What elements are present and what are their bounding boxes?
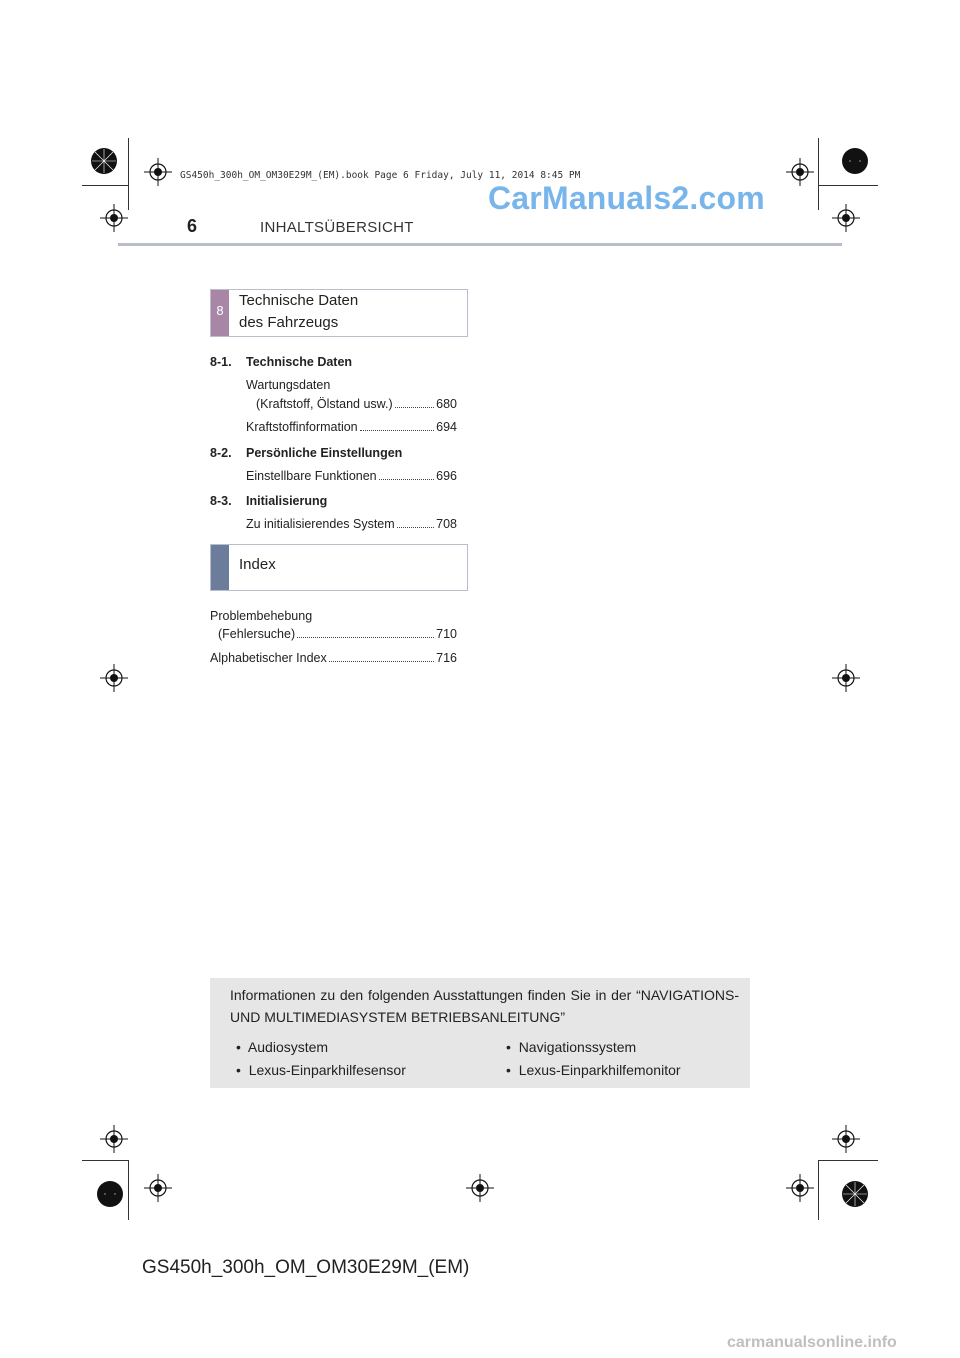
equipment-item-label: Lexus-Einparkhilfemonitor [518,1062,681,1078]
dot-leader [297,637,434,638]
crosshair-mark-icon [786,158,814,186]
dot-leader [395,407,435,408]
equipment-item [506,1039,636,1055]
bullet-icon: • [506,1039,511,1055]
toc-entry[interactable] [210,651,457,665]
dot-leader [397,527,434,528]
toc-entry-label: Einstellbare Funktionen [246,469,377,483]
equipment-item-label: Audiosystem [247,1039,329,1055]
starburst-mark-icon [90,147,118,175]
toc-entry[interactable] [246,469,457,483]
toc-entry-label: Kraftstoffinformation [246,420,358,434]
bullet-icon: • [506,1062,511,1078]
page-number: 6 [187,216,198,236]
info-text: Informationen zu den folgenden Ausstattungen finden Sie in der “NAVIGATIONS- UND MULTIMEDIASYSTEM BETRIEBSANLEITUNG” [230,987,739,1025]
section-title [239,290,358,334]
index-heading [210,544,468,591]
dark-circle-mark-icon [96,1180,124,1208]
section-title: Index [239,556,276,573]
equipment-item-label: Navigationssystem [518,1039,637,1055]
section-title-line1: Technische Daten [239,292,359,309]
section-title-line2: des Fahrzeugs [239,314,339,331]
toc-page-number: 696 [436,469,457,483]
crop-mark [82,185,128,186]
crosshair-mark-icon [100,664,128,692]
header-rule [118,243,842,246]
equipment-item [506,1062,681,1078]
crosshair-mark-icon [144,1174,172,1202]
toc-page-number: 680 [436,397,457,411]
crop-mark [82,1160,128,1161]
bullet-icon: • [236,1062,241,1078]
section-tab-number: 8 [216,303,224,318]
crosshair-mark-icon [832,204,860,232]
crosshair-mark-icon [100,1125,128,1153]
toc-entry-label: Zu initialisierendes System [246,517,395,531]
equipment-item [236,1062,406,1078]
toc-entry-label[interactable]: Wartungsdaten [246,378,331,392]
bullet-icon: • [236,1039,241,1055]
subsection-title: Technische Daten [246,355,353,369]
watermark-bottom: carmanualsonline.info [727,1334,897,1351]
equipment-item [236,1039,328,1055]
crop-mark [818,138,819,210]
subsection-title: Persönliche Einstellungen [246,446,403,460]
crop-mark [818,185,878,186]
toc-entry-label[interactable]: Problembehebung [210,609,313,623]
crosshair-mark-icon [466,1174,494,1202]
page-header-title: INHALTSÜBERSICHT [260,219,414,236]
watermark-top: CarManuals2.com [488,180,765,216]
crosshair-mark-icon [832,1125,860,1153]
dot-leader [329,661,434,662]
toc-entry[interactable] [246,517,457,531]
crop-mark [128,138,129,210]
crosshair-mark-icon [100,204,128,232]
crop-mark [818,1160,819,1220]
subsection-title: Initialisierung [246,494,328,508]
toc-page-number: 708 [436,517,457,531]
toc-entry[interactable] [246,420,457,434]
dark-circle-mark-icon [841,147,869,175]
equipment-item-label: Lexus-Einparkhilfesensor [248,1062,406,1078]
dot-leader [360,430,435,431]
footer-document-code: GS450h_300h_OM_OM30E29M_(EM) [142,1257,470,1278]
section-tab [211,545,229,590]
crop-mark [128,1160,129,1220]
subsection-number: 8-1. [210,355,232,369]
toc-entry-label: Alphabetischer Index [210,651,327,665]
section-tab [211,290,229,336]
toc-page-number: 716 [436,651,457,665]
dot-leader [379,479,435,480]
crosshair-mark-icon [832,664,860,692]
toc-page-number: 710 [436,627,457,641]
subsection-number: 8-3. [210,494,232,508]
toc-entry-label: (Kraftstoff, Ölstand usw.) [256,397,393,411]
toc-entry[interactable] [218,627,457,641]
crosshair-mark-icon [786,1174,814,1202]
toc-entry[interactable] [256,397,457,411]
section-8-heading [210,289,468,337]
crop-mark [818,1160,878,1161]
subsection-number: 8-2. [210,446,232,460]
toc-entry-label: (Fehlersuche) [218,627,296,641]
toc-page-number: 694 [436,420,457,434]
crosshair-mark-icon [144,158,172,186]
starburst-mark-icon [841,1180,869,1208]
book-info-line: GS450h_300h_OM_OM30E29M_(EM).book Page 6 Friday, July 11, 2014 8:45 PM [180,170,581,181]
